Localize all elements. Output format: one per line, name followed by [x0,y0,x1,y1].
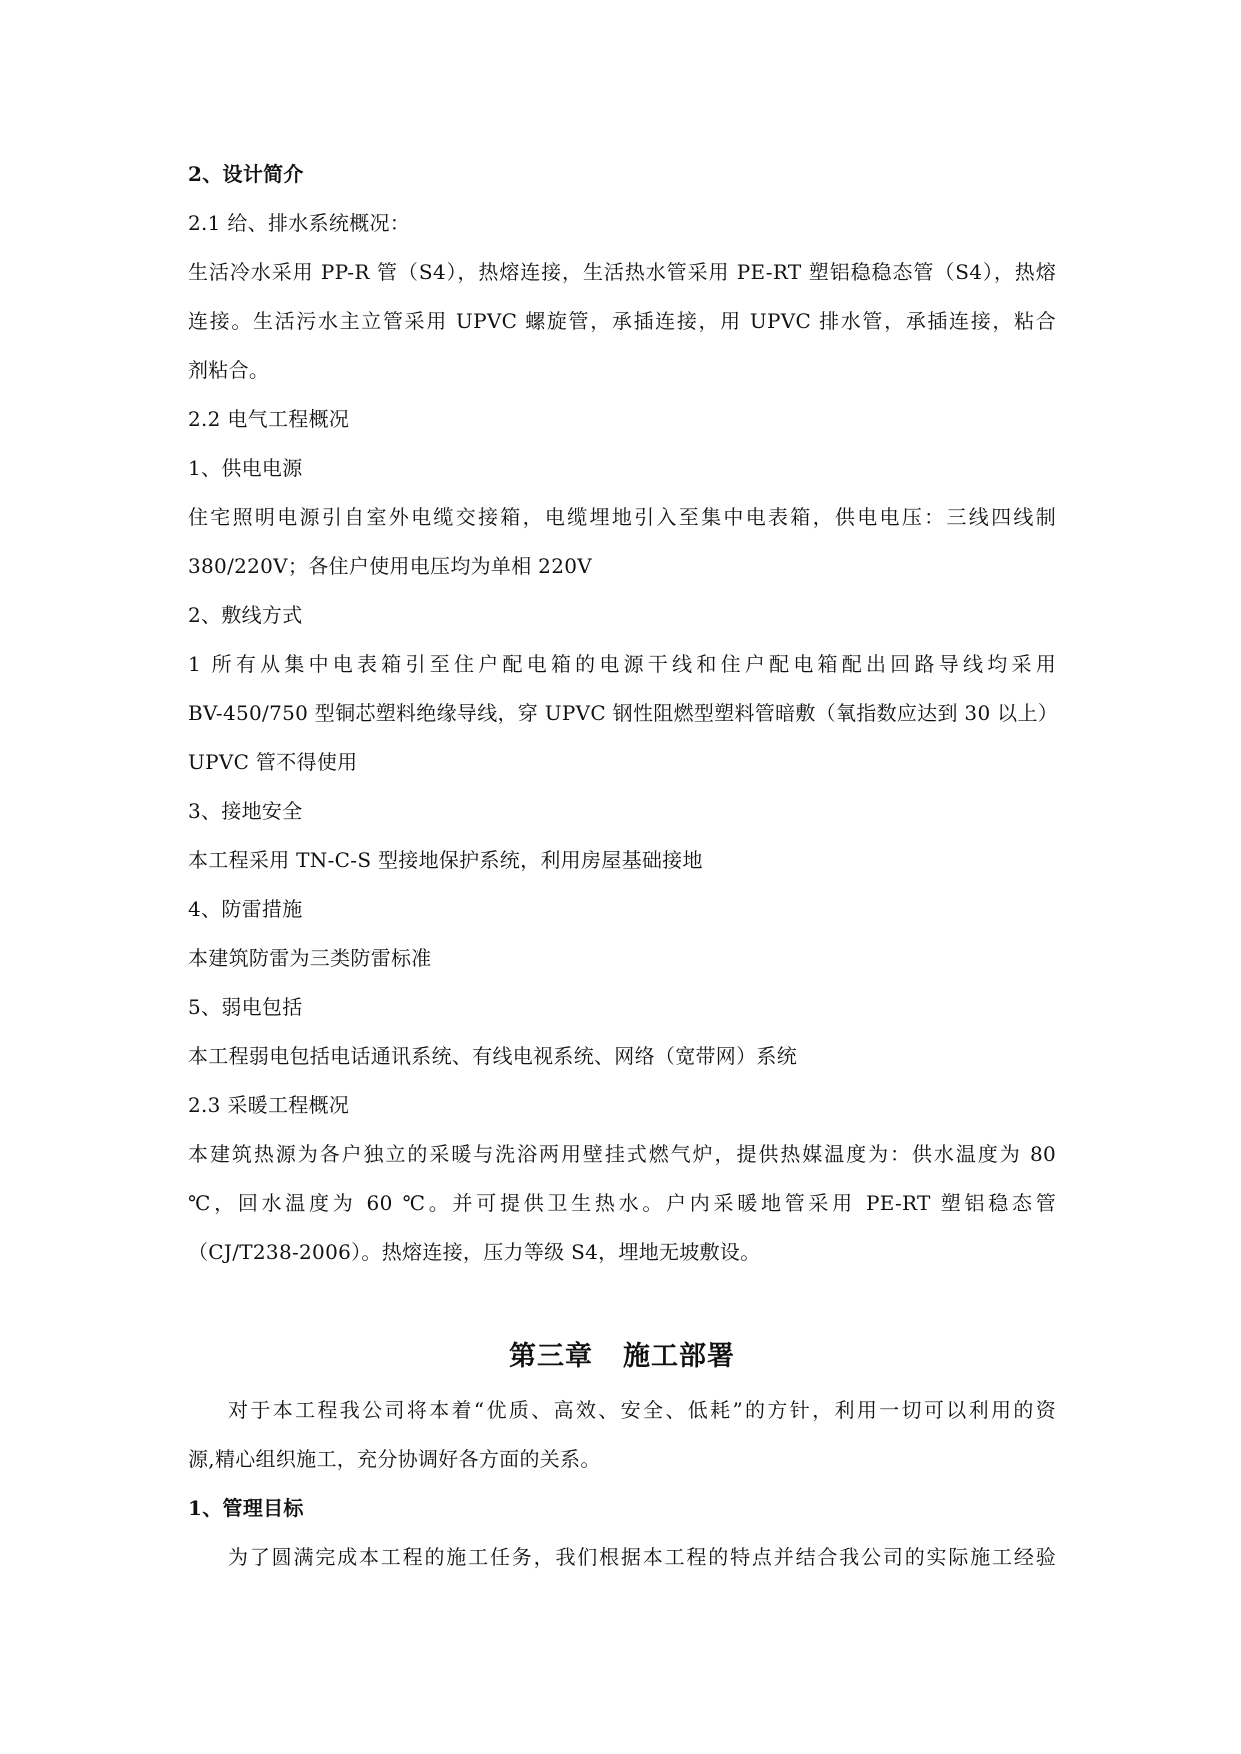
section-heading-management-goals: 1、管理目标 [188,1496,304,1520]
subsection-title-water-system: 2.1 给、排水系统概况： [188,211,411,235]
paragraph-line: 本建筑防雷为三类防雷标准 [188,946,432,970]
paragraph-line: 住宅照明电源引自室外电缆交接箱，电缆埋地引入至集中电表箱，供电电压：三线四线制 [188,505,1056,529]
section-heading-design-summary: 2、设计简介 [188,162,304,186]
item-title-lightning: 4、防雷措施 [188,897,303,921]
paragraph-line: 1 所有从集中电表箱引至住户配电箱的电源干线和住户配电箱配出回路导线均采用 [188,652,1056,676]
item-title-wiring: 2、敷线方式 [188,603,303,627]
paragraph-line: 对于本工程我公司将本着“优质、高效、安全、低耗”的方针，利用一切可以利用的资 [228,1398,1056,1422]
page-content [188,150,1059,1582]
subsection-title-electrical: 2.2 电气工程概况 [188,407,350,431]
paragraph-line: 本工程弱电包括电话通讯系统、有线电视系统、网络（宽带网）系统 [188,1044,797,1068]
paragraph-line: 连接。生活污水主立管采用 UPVC 螺旋管，承插连接，用 UPVC 排水管，承插连接，粘合 [188,309,1056,333]
chapter-title [188,1328,1056,1386]
item-title-weak-current: 5、弱电包括 [188,995,303,1019]
paragraph-line: 本工程采用 TN-C-S 型接地保护系统，利用房屋基础接地 [188,848,703,872]
paragraph-line: ℃，回水温度为 60 ℃。并可提供卫生热水。户内采暖地管采用 PE-RT 塑铝稳态管 [188,1191,1056,1215]
paragraph-line: 生活冷水采用 PP-R 管（S4），热熔连接，生活热水管采用 PE-RT 塑铝稳稳态管（S4），热熔 [188,260,1056,284]
paragraph-line: 源,精心组织施工，充分协调好各方面的关系。 [188,1447,601,1471]
subsection-title-heating: 2.3 采暖工程概况 [188,1093,350,1117]
chapter-name: 施工部署 [623,1341,735,1372]
chapter-number: 第三章 [509,1341,593,1372]
paragraph-line: UPVC 管不得使用 [188,750,358,774]
paragraph-line: BV-450/750 型铜芯塑料绝缘导线，穿 UPVC 钢性阻燃型塑料管暗敷（氧指数应达到 30 以上） [188,701,1059,725]
item-title-power-supply: 1、供电电源 [188,456,303,480]
paragraph-line: （CJ/T238-2006）。热熔连接，压力等级 S4，埋地无坡敷设。 [188,1240,761,1264]
paragraph-line: 380/220V；各住户使用电压均为单相 220V [188,554,593,578]
item-title-grounding: 3、接地安全 [188,799,303,823]
paragraph-line: 为了圆满完成本工程的施工任务，我们根据本工程的特点并结合我公司的实际施工经验 [228,1545,1056,1569]
paragraph-line: 剂粘合。 [188,358,270,382]
paragraph-line: 本建筑热源为各户独立的采暖与洗浴两用壁挂式燃气炉，提供热媒温度为：供水温度为 80 [188,1142,1056,1166]
